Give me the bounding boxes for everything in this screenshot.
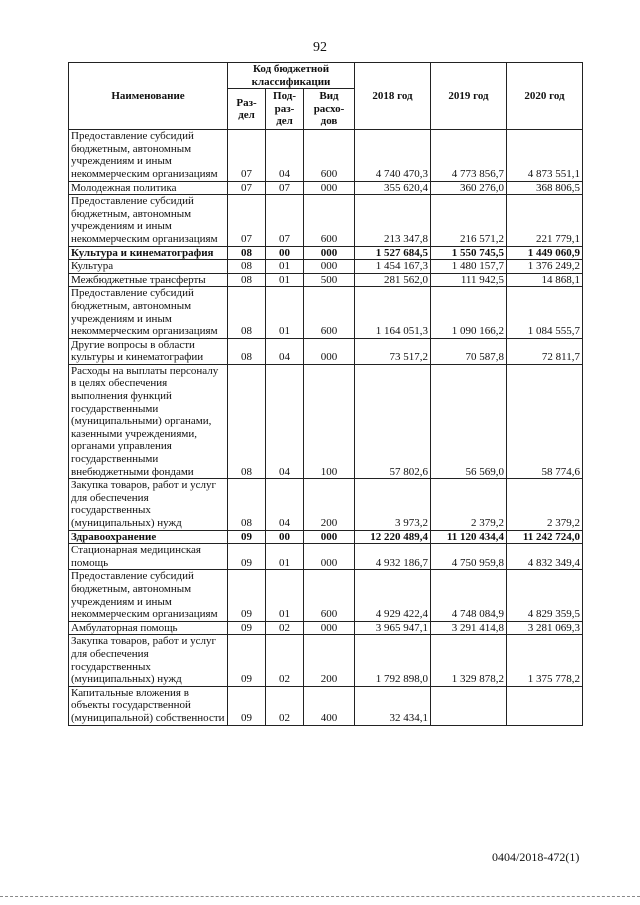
row-value-2018: 213 347,8	[355, 195, 431, 246]
row-value-2018: 12 220 489,4	[355, 530, 431, 544]
table-body	[69, 130, 583, 725]
row-value-2019: 1 329 878,2	[431, 635, 507, 686]
row-expense-type: 000	[304, 338, 355, 364]
row-section: 09	[228, 530, 266, 544]
row-value-2019: 2 379,2	[431, 479, 507, 530]
row-subsection: 01	[266, 273, 304, 287]
table-row	[69, 570, 583, 621]
row-value-2019: 11 120 434,4	[431, 530, 507, 544]
row-value-2018: 3 965 947,1	[355, 621, 431, 635]
row-value-2018: 1 454 167,3	[355, 260, 431, 274]
row-subsection: 02	[266, 635, 304, 686]
row-value-2018: 4 740 470,3	[355, 130, 431, 181]
row-value-2020: 1 376 249,2	[507, 260, 583, 274]
table-row	[69, 530, 583, 544]
table-row	[69, 364, 583, 478]
row-subsection: 07	[266, 195, 304, 246]
row-value-2018: 32 434,1	[355, 686, 431, 725]
row-subsection: 00	[266, 530, 304, 544]
row-expense-type: 000	[304, 246, 355, 260]
row-value-2019: 3 291 414,8	[431, 621, 507, 635]
row-section: 07	[228, 181, 266, 195]
row-section: 07	[228, 130, 266, 181]
table-row	[69, 195, 583, 246]
row-expense-type: 200	[304, 479, 355, 530]
row-name: Расходы на выплаты персоналу в целях обеспечения выполнения функций государственными (муниципальными) органами, казенными учреждениями, органами управления государственными внебюджетными фондами	[69, 364, 228, 478]
row-name: Предоставление субсидий бюджетным, автономным учреждениям и иным некоммерческим организациям	[69, 570, 228, 621]
row-subsection: 01	[266, 570, 304, 621]
row-value-2019: 1 090 166,2	[431, 287, 507, 338]
row-section: 08	[228, 246, 266, 260]
table-row	[69, 246, 583, 260]
row-name: Предоставление субсидий бюджетным, автономным учреждениям и иным некоммерческим организациям	[69, 130, 228, 181]
row-value-2018: 4 932 186,7	[355, 544, 431, 570]
row-value-2020: 4 832 349,4	[507, 544, 583, 570]
row-name: Предоставление субсидий бюджетным, автономным учреждениям и иным некоммерческим организациям	[69, 195, 228, 246]
row-expense-type: 000	[304, 621, 355, 635]
row-value-2019: 1 550 745,5	[431, 246, 507, 260]
header-name: Наименование	[69, 63, 228, 130]
row-section: 09	[228, 570, 266, 621]
row-section: 09	[228, 621, 266, 635]
row-expense-type: 200	[304, 635, 355, 686]
row-name: Другие вопросы в области культуры и кинематографии	[69, 338, 228, 364]
row-expense-type: 400	[304, 686, 355, 725]
row-value-2018: 1 164 051,3	[355, 287, 431, 338]
row-value-2019: 1 480 157,7	[431, 260, 507, 274]
row-name: Молодежная политика	[69, 181, 228, 195]
row-expense-type: 000	[304, 530, 355, 544]
header-year-2018: 2018 год	[355, 63, 431, 130]
row-value-2020	[507, 686, 583, 725]
row-section: 08	[228, 273, 266, 287]
row-subsection: 00	[266, 246, 304, 260]
footer-divider	[0, 896, 640, 897]
row-value-2019: 4 748 084,9	[431, 570, 507, 621]
row-value-2020: 368 806,5	[507, 181, 583, 195]
row-value-2020: 58 774,6	[507, 364, 583, 478]
row-name: Амбулаторная помощь	[69, 621, 228, 635]
header-subsection: Под- раз- дел	[266, 89, 304, 130]
row-expense-type: 600	[304, 287, 355, 338]
header-expense-type: Вид расхо- дов	[304, 89, 355, 130]
row-section: 08	[228, 479, 266, 530]
row-subsection: 02	[266, 621, 304, 635]
row-value-2020: 4 829 359,5	[507, 570, 583, 621]
row-section: 09	[228, 635, 266, 686]
row-value-2019: 360 276,0	[431, 181, 507, 195]
row-expense-type: 600	[304, 195, 355, 246]
header-year-2019: 2019 год	[431, 63, 507, 130]
row-value-2018: 1 792 898,0	[355, 635, 431, 686]
row-value-2020: 14 868,1	[507, 273, 583, 287]
table-row	[69, 181, 583, 195]
row-value-2020: 3 281 069,3	[507, 621, 583, 635]
row-expense-type: 000	[304, 260, 355, 274]
row-value-2020: 1 375 778,2	[507, 635, 583, 686]
row-value-2020: 221 779,1	[507, 195, 583, 246]
budget-table	[68, 62, 583, 726]
row-name: Закупка товаров, работ и услуг для обеспечения государственных (муниципальных) нужд	[69, 479, 228, 530]
row-name: Здравоохранение	[69, 530, 228, 544]
row-value-2018: 73 517,2	[355, 338, 431, 364]
table-row	[69, 544, 583, 570]
row-value-2018: 281 562,0	[355, 273, 431, 287]
table-row	[69, 130, 583, 181]
row-subsection: 01	[266, 287, 304, 338]
row-value-2019: 216 571,2	[431, 195, 507, 246]
row-value-2020: 4 873 551,1	[507, 130, 583, 181]
row-value-2019: 56 569,0	[431, 364, 507, 478]
row-value-2020: 11 242 724,0	[507, 530, 583, 544]
row-name: Культура	[69, 260, 228, 274]
row-name: Культура и кинематография	[69, 246, 228, 260]
row-subsection: 02	[266, 686, 304, 725]
table-row	[69, 260, 583, 274]
row-name: Капитальные вложения в объекты государственной (муниципальной) собственности	[69, 686, 228, 725]
row-value-2019: 111 942,5	[431, 273, 507, 287]
row-section: 08	[228, 260, 266, 274]
table-row	[69, 287, 583, 338]
row-expense-type: 000	[304, 544, 355, 570]
row-expense-type: 600	[304, 130, 355, 181]
row-value-2018: 355 620,4	[355, 181, 431, 195]
row-section: 09	[228, 544, 266, 570]
header-section: Раз- дел	[228, 89, 266, 130]
row-section: 08	[228, 364, 266, 478]
row-name: Стационарная медицинская помощь	[69, 544, 228, 570]
table-row	[69, 686, 583, 725]
row-expense-type: 000	[304, 181, 355, 195]
document-code: 0404/2018-472(1)	[492, 850, 580, 864]
page-number: 92	[313, 40, 327, 55]
row-value-2020: 2 379,2	[507, 479, 583, 530]
table-row	[69, 273, 583, 287]
row-value-2020: 1 084 555,7	[507, 287, 583, 338]
row-expense-type: 100	[304, 364, 355, 478]
row-subsection: 01	[266, 544, 304, 570]
table-row	[69, 621, 583, 635]
row-subsection: 04	[266, 364, 304, 478]
row-name: Межбюджетные трансферты	[69, 273, 228, 287]
row-subsection: 01	[266, 260, 304, 274]
row-value-2019: 70 587,8	[431, 338, 507, 364]
row-value-2019	[431, 686, 507, 725]
row-subsection: 04	[266, 130, 304, 181]
row-section: 08	[228, 287, 266, 338]
header-code-group: Код бюджетной классификации	[228, 63, 355, 89]
table-row	[69, 635, 583, 686]
row-value-2019: 4 750 959,8	[431, 544, 507, 570]
row-expense-type: 500	[304, 273, 355, 287]
row-value-2019: 4 773 856,7	[431, 130, 507, 181]
row-name: Закупка товаров, работ и услуг для обеспечения государственных (муниципальных) нужд	[69, 635, 228, 686]
row-value-2018: 57 802,6	[355, 364, 431, 478]
row-value-2020: 72 811,7	[507, 338, 583, 364]
row-value-2020: 1 449 060,9	[507, 246, 583, 260]
row-expense-type: 600	[304, 570, 355, 621]
row-subsection: 07	[266, 181, 304, 195]
row-section: 07	[228, 195, 266, 246]
table-row	[69, 479, 583, 530]
row-value-2018: 1 527 684,5	[355, 246, 431, 260]
row-section: 08	[228, 338, 266, 364]
row-subsection: 04	[266, 479, 304, 530]
table-row	[69, 338, 583, 364]
row-value-2018: 3 973,2	[355, 479, 431, 530]
row-name: Предоставление субсидий бюджетным, автономным учреждениям и иным некоммерческим организациям	[69, 287, 228, 338]
header-year-2020: 2020 год	[507, 63, 583, 130]
row-section: 09	[228, 686, 266, 725]
row-subsection: 04	[266, 338, 304, 364]
row-value-2018: 4 929 422,4	[355, 570, 431, 621]
